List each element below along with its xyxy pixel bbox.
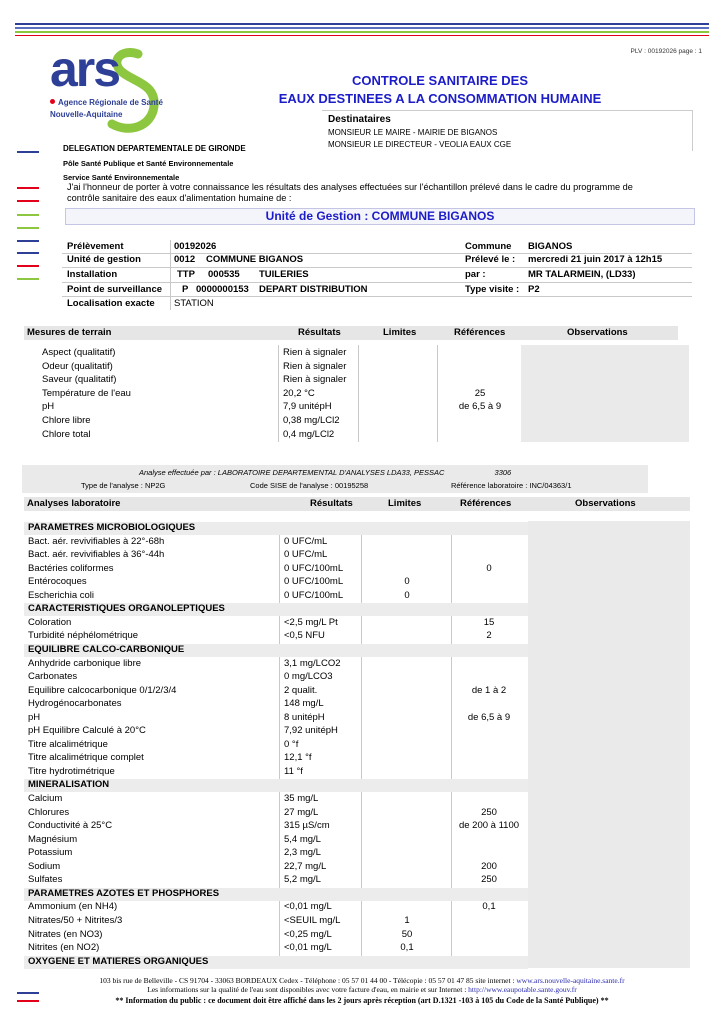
localisation-value: STATION	[174, 298, 214, 309]
analysis-ref: de 1 à 2	[471, 684, 507, 696]
lab-col-obs: Observations	[575, 498, 636, 509]
table-row	[0, 630, 724, 643]
title-line2: EAUX DESTINEES A LA CONSOMMATION HUMAINE	[278, 91, 602, 106]
analysis-result: <2,5 mg/L Pt	[284, 616, 338, 628]
analysis-result: 2 qualit.	[284, 684, 318, 696]
terrain-result: Rien à signaler	[283, 360, 347, 372]
commune-label: Commune	[465, 241, 512, 252]
analysis-param: Nitrates/50 + Nitrites/3	[28, 914, 123, 926]
footer-address: 103 bis rue de Belleville - CS 91704 - 33063 BORDEAUX Cedex - Téléphone : 05 57 01 44 00 - Télécopie : 05 57 01 47 85 site internet :	[99, 976, 517, 985]
terrain-col-limits: Limites	[383, 327, 417, 338]
lab-header	[24, 497, 690, 511]
terrain-row	[0, 429, 724, 442]
side-line	[17, 227, 39, 229]
terrain-row	[0, 361, 724, 374]
footer-line2	[0, 985, 724, 994]
analysis-param: Titre hydrotimétrique	[28, 765, 115, 777]
unite-label: Unité de gestion	[67, 254, 141, 265]
lab-sise: Code SISE de l'analyse : 00195258	[250, 481, 369, 490]
analysis-param: Titre alcalimétrique complet	[28, 752, 144, 764]
terrain-param: Température de l'eau	[42, 387, 131, 399]
table-row	[0, 576, 724, 589]
info-block	[62, 240, 692, 312]
footer-info: Les informations sur la qualité de l'eau sont disponibles avec votre facture d'eau, en mairie et sur Internet :	[147, 985, 469, 994]
analysis-param: pH Equilibre Calculé à 20°C	[28, 725, 146, 737]
side-line	[17, 214, 39, 216]
info-divider	[62, 296, 692, 297]
analysis-result: 0 UFC/100mL	[284, 589, 344, 601]
analysis-result: 0 °f	[284, 738, 299, 750]
point-code: 0000000153	[196, 284, 249, 295]
analysis-param: Sulfates	[28, 874, 63, 886]
visite-value: P2	[528, 284, 540, 295]
analysis-param: Bactéries coliformes	[28, 562, 114, 574]
par-label: par :	[465, 269, 486, 280]
analysis-limit: 50	[401, 928, 413, 940]
analysis-ref: 200	[481, 860, 497, 872]
destinataires-box	[322, 110, 693, 151]
title-line1: CONTROLE SANITAIRE DES	[352, 73, 528, 88]
table-row	[0, 901, 724, 914]
unite-value: COMMUNE BIGANOS	[206, 254, 304, 265]
table-row	[0, 536, 724, 549]
table-row	[0, 929, 724, 942]
analysis-param: Anhydride carbonique libre	[28, 657, 142, 669]
table-row	[0, 590, 724, 603]
installation-type: TTP	[177, 269, 195, 280]
table-row	[0, 820, 724, 833]
analysis-result: 2,3 mg/L	[284, 847, 321, 859]
top-bar-red	[15, 35, 709, 36]
info-divider	[62, 282, 692, 283]
terrain-result: Rien à signaler	[283, 374, 347, 386]
terrain-row	[0, 374, 724, 387]
terrain-col-results: Résultats	[298, 327, 341, 338]
analysis-ref: 15	[483, 616, 495, 628]
terrain-row	[0, 401, 724, 414]
commune-value: BIGANOS	[528, 241, 573, 252]
preleve-value: mercredi 21 juin 2017 à 12h15	[528, 254, 663, 265]
section-title: OXYGENE ET MATIERES ORGANIQUES	[28, 955, 209, 967]
top-bar-blue	[15, 27, 709, 29]
section-title: CARACTERISTIQUES ORGANOLEPTIQUES	[28, 603, 225, 615]
side-line	[17, 240, 39, 242]
table-row	[0, 834, 724, 847]
terrain-param: Aspect (qualitatif)	[42, 347, 116, 358]
analysis-result: 3,1 mg/LCO2	[284, 657, 341, 669]
logo-text-ars: ars	[50, 41, 120, 97]
footer-eau-link[interactable]: http://www.eaupotable.sante.gouv.fr	[468, 985, 577, 994]
prelevement-value: 00192026	[174, 241, 217, 252]
side-line	[17, 151, 39, 153]
terrain-col-name: Mesures de terrain	[27, 327, 112, 338]
table-row	[0, 942, 724, 955]
intro-line2: contrôle sanitaire des eaux d'alimentation humaine de :	[67, 193, 292, 203]
table-row	[0, 739, 724, 752]
lab-analyse-by	[139, 468, 511, 477]
table-row	[0, 793, 724, 806]
analysis-param: Titre alcalimétrique	[28, 738, 108, 750]
analysis-ref: 0	[486, 562, 492, 574]
terrain-param: pH	[42, 401, 55, 413]
analysis-param: Magnésium	[28, 833, 78, 845]
side-line	[17, 187, 39, 189]
analysis-param: Entérocoques	[28, 576, 87, 588]
lab-ref: Référence laboratoire : INC/04363/1	[451, 481, 572, 490]
footer-site-link[interactable]: www.ars.nouvelle-aquitaine.sante.fr	[516, 976, 625, 985]
analysis-result: 0 UFC/100mL	[284, 576, 344, 588]
analysis-result: 8 unitépH	[284, 711, 325, 723]
analysis-result: 5,4 mg/L	[284, 833, 321, 845]
analysis-result: 12,1 °f	[284, 752, 312, 764]
table-row	[0, 658, 724, 671]
table-row	[0, 698, 724, 711]
table-row	[0, 563, 724, 576]
terrain-ref: 25	[474, 387, 486, 399]
installation-value: TUILERIES	[259, 269, 309, 280]
table-row	[0, 807, 724, 820]
terrain-param: Chlore total	[42, 428, 91, 440]
analysis-ref: de 6,5 à 9	[467, 711, 511, 723]
lab-col-results: Résultats	[310, 498, 353, 509]
analysis-ref: 250	[481, 806, 497, 818]
terrain-result: 7,9 unitépH	[283, 401, 332, 413]
lab-code: 3306	[494, 468, 512, 477]
page-reference: PLV : 00192026 page : 1	[630, 48, 702, 55]
logo-region: Nouvelle-Aquitaine	[50, 110, 123, 119]
intro-line1: J'ai l'honneur de porter à votre connaissance les résultats des analyses effectuées sur l'échantillon prélevé dans le cadre du programme de	[67, 182, 633, 192]
analysis-result: <0,01 mg/L	[284, 942, 332, 954]
footer-line1	[0, 976, 724, 985]
analysis-limit: 0	[404, 589, 410, 601]
terrain-result: 0,38 mg/LCl2	[283, 415, 340, 426]
visite-label: Type visite :	[465, 284, 520, 295]
lab-col-name: Analyses laboratoire	[27, 498, 121, 509]
analysis-param: Escherichia coli	[28, 589, 94, 601]
destinataire-1: MONSIEUR LE MAIRE - MAIRIE DE BIGANOS	[328, 128, 498, 137]
footer-public-info: ** Information du public : ce document doit être affiché dans les 2 jours après réception (art D.1321 -103 à 105 du Code de la Santé Publique) **	[115, 996, 609, 1005]
par-value: MR TALARMEIN, (LD33)	[528, 269, 636, 280]
analysis-result: 315 µS/cm	[284, 820, 330, 832]
terrain-param: Odeur (qualitatif)	[42, 360, 113, 372]
ars-logo	[50, 41, 190, 133]
analysis-param: Bact. aér. revivifiables à 36°-44h	[28, 549, 165, 561]
analysis-param: Nitrites (en NO2)	[28, 942, 100, 954]
table-row	[0, 752, 724, 765]
analysis-limit: 1	[404, 914, 410, 926]
analysis-param: Conductivité à 25°C	[28, 820, 113, 832]
analysis-param: Turbidité néphélométrique	[28, 630, 139, 642]
terrain-row	[0, 415, 724, 428]
terrain-row	[0, 388, 724, 401]
delegation: DELEGATION DEPARTEMENTALE DE GIRONDE	[63, 144, 246, 153]
logo-agency: Agence Régionale de Santé	[58, 98, 163, 107]
analysis-param: Hydrogénocarbonates	[28, 698, 122, 710]
analysis-result: 5,2 mg/L	[284, 874, 321, 886]
analysis-param: Potassium	[28, 847, 73, 859]
analysis-result: 0 UFC/mL	[284, 549, 328, 561]
unite-title: Unité de Gestion : COMMUNE BIGANOS	[65, 208, 695, 225]
table-row	[0, 617, 724, 630]
installation-code: 000535	[208, 269, 240, 280]
analysis-param: Sodium	[28, 860, 61, 872]
table-row	[0, 685, 724, 698]
terrain-row	[0, 347, 724, 360]
table-row	[0, 874, 724, 887]
lab-col-limits: Limites	[388, 498, 422, 509]
analysis-result: 0 UFC/mL	[284, 535, 328, 547]
analysis-limit: 0,1	[400, 942, 414, 954]
terrain-result: 0,4 mg/LCl2	[283, 428, 335, 440]
terrain-col-refs: Références	[454, 327, 506, 338]
info-col	[170, 240, 171, 310]
analysis-result: 27 mg/L	[284, 806, 319, 818]
installation-label: Installation	[67, 269, 118, 280]
analysis-result: 0 UFC/100mL	[284, 562, 344, 574]
analysis-ref: 2	[486, 630, 492, 642]
info-divider	[62, 267, 692, 268]
analysis-ref: 0,1	[482, 901, 496, 913]
terrain-ref: de 6,5 à 9	[458, 401, 502, 413]
destinataire-2: MONSIEUR LE DIRECTEUR - VEOLIA EAUX CGE	[328, 140, 512, 149]
preleve-label: Prélevé le :	[465, 254, 516, 265]
analysis-result: 35 mg/L	[284, 793, 319, 804]
terrain-param: Chlore libre	[42, 415, 91, 426]
point-label: Point de surveillance	[67, 284, 163, 295]
analysis-result: <0,25 mg/L	[284, 928, 332, 940]
table-row	[0, 915, 724, 928]
table-row	[0, 671, 724, 684]
localisation-label: Localisation exacte	[67, 298, 155, 309]
lab-analyse-by-text: Analyse effectuée par : LABORATOIRE DEPARTEMENTAL D'ANALYSES LDA33, PESSAC	[139, 468, 445, 477]
terrain-col-obs: Observations	[567, 327, 628, 338]
analysis-result: 11 °f	[284, 765, 303, 777]
table-row	[0, 712, 724, 725]
side-line	[17, 252, 39, 254]
analysis-param: Chlorures	[28, 806, 70, 818]
table-row	[0, 766, 724, 779]
analysis-param: Ammonium (en NH4)	[28, 901, 118, 913]
service: Service Santé Environnementale	[63, 173, 180, 182]
analysis-ref: de 200 à 1100	[458, 820, 520, 832]
analysis-result: <0,01 mg/L	[284, 901, 332, 913]
analysis-param: Carbonates	[28, 671, 78, 683]
analysis-limit: 0	[404, 576, 410, 588]
destinataires-heading: Destinataires	[328, 114, 391, 125]
table-row	[0, 861, 724, 874]
terrain-param: Saveur (qualitatif)	[42, 374, 117, 386]
analysis-param: Coloration	[28, 616, 72, 628]
analysis-param: Nitrates (en NO3)	[28, 928, 103, 940]
side-line	[17, 278, 39, 280]
analysis-result: 7,92 unitépH	[284, 725, 338, 737]
side-line	[17, 200, 39, 202]
analysis-ref: 250	[481, 874, 497, 886]
terrain-header	[24, 326, 678, 340]
side-line	[17, 265, 39, 267]
point-value: DEPART DISTRIBUTION	[259, 284, 368, 295]
pole: Pôle Santé Publique et Santé Environnementale	[63, 159, 234, 168]
terrain-result: 20,2 °C	[283, 387, 315, 399]
top-bar-green	[15, 31, 709, 33]
analysis-param: pH	[28, 711, 41, 723]
analysis-param: Calcium	[28, 793, 63, 804]
analysis-param: Bact. aér. revivifiables à 22°-68h	[28, 535, 165, 547]
unite-code: 0012	[174, 254, 196, 265]
logo-dot	[50, 99, 55, 104]
point-type: P	[182, 284, 189, 295]
table-row	[0, 847, 724, 860]
table-row	[0, 549, 724, 562]
analysis-result: <0,5 NFU	[284, 630, 325, 642]
lab-type: Type de l'analyse : NP2G	[81, 481, 166, 490]
analysis-result: 22,7 mg/L	[284, 860, 327, 872]
section-title: PARAMETRES MICROBIOLOGIQUES	[28, 522, 196, 533]
top-bar-dark	[15, 23, 709, 25]
analysis-param: Equilibre calcocarbonique 0/1/2/3/4	[28, 684, 177, 696]
analysis-result: 148 mg/L	[284, 698, 324, 710]
terrain-result: Rien à signaler	[283, 347, 347, 358]
analysis-result: <SEUIL mg/L	[284, 914, 341, 926]
section-title: MINERALISATION	[28, 779, 110, 791]
prelevement-label: Prélèvement	[67, 241, 124, 252]
section-title: PARAMETRES AZOTES ET PHOSPHORES	[28, 887, 220, 899]
table-row	[0, 725, 724, 738]
section-title: EQUILIBRE CALCO-CARBONIQUE	[28, 643, 185, 655]
lab-col-refs: Références	[460, 498, 512, 509]
analysis-result: 0 mg/LCO3	[284, 671, 333, 683]
